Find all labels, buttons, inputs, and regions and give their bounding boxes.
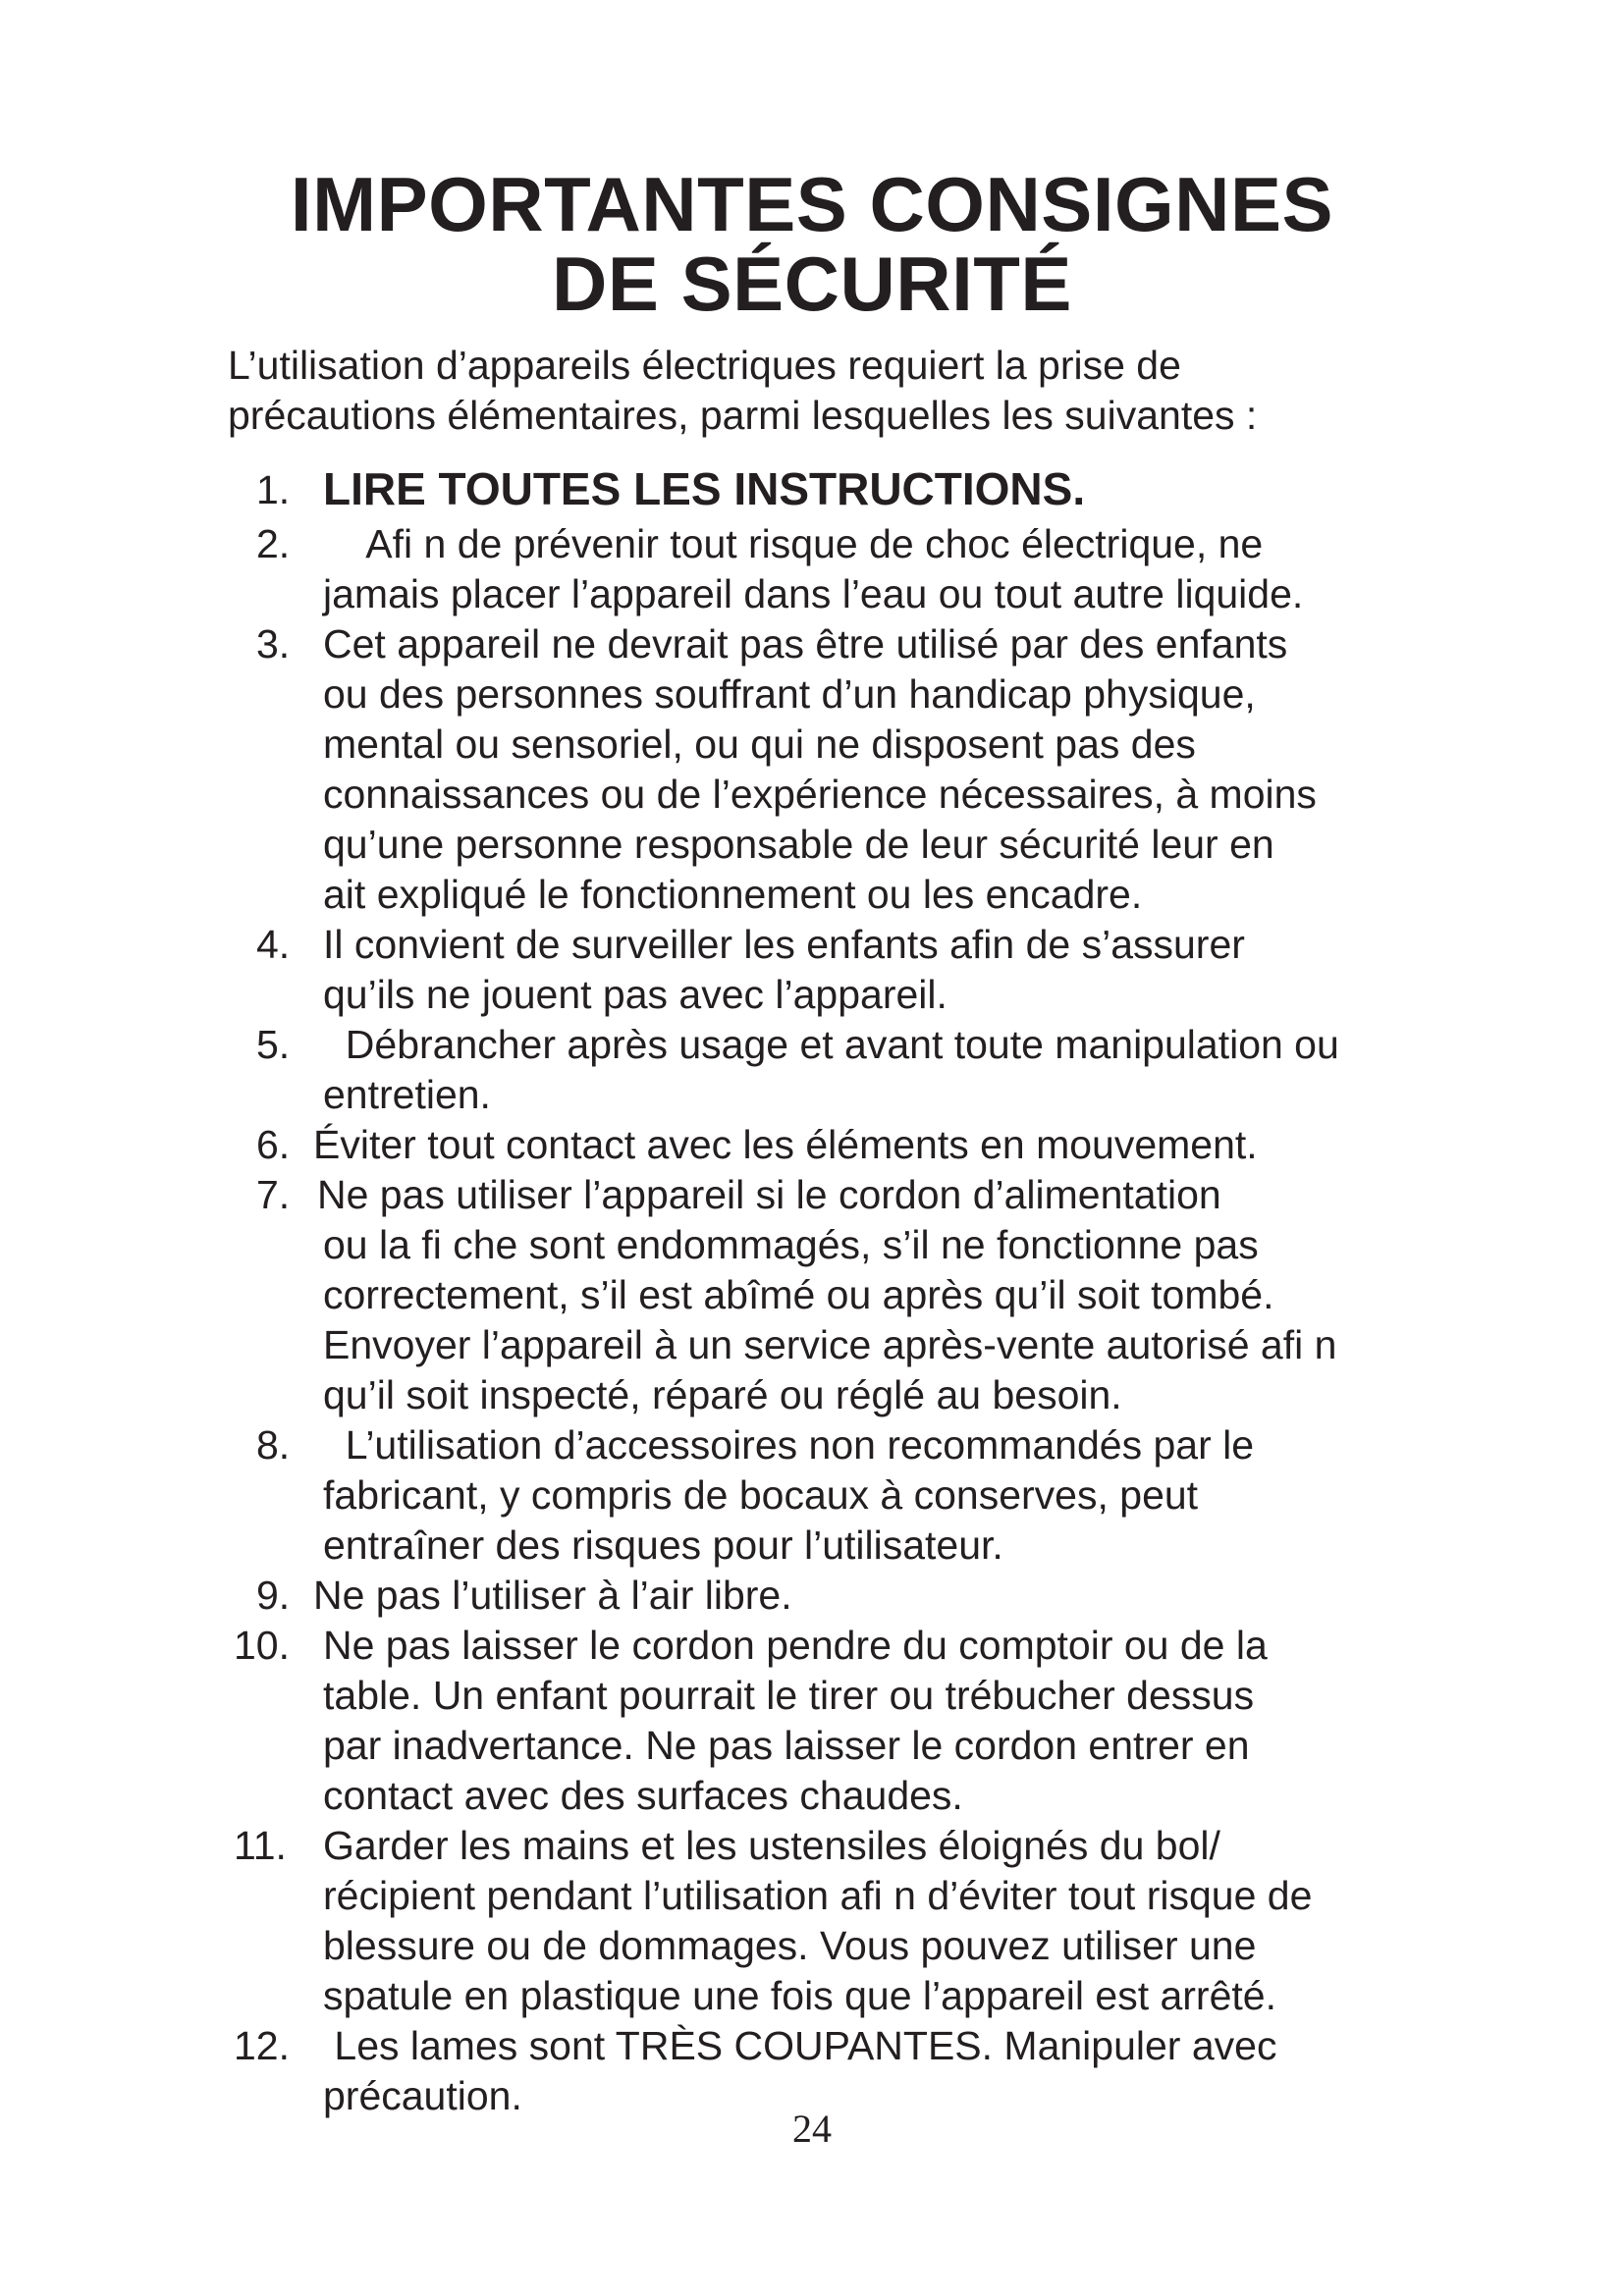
item-number: 2. bbox=[256, 521, 291, 566]
item-number: 6. bbox=[256, 1122, 291, 1167]
item-text-line: Envoyer l’appareil à un service après-vente autorisé afi n bbox=[323, 1322, 1337, 1367]
item-number: 7. bbox=[256, 1172, 291, 1217]
item-text-line: Ne pas laisser le cordon pendre du comptoir ou de la bbox=[323, 1623, 1268, 1668]
item-text-line: spatule en plastique une fois que l’appareil est arrêté. bbox=[323, 1973, 1276, 2018]
item-text-line: connaissances ou de l’expérience nécessaires, à moins bbox=[323, 772, 1317, 817]
item-text-line: entraîner des risques pour l’utilisateur. bbox=[323, 1522, 1003, 1568]
item-text-line: ou la fi che sont endommagés, s’il ne fonctionne pas bbox=[323, 1222, 1259, 1267]
item-text-line: Ne pas utiliser l’appareil si le cordon d’alimentation bbox=[317, 1172, 1221, 1217]
item-number: 8. bbox=[256, 1422, 291, 1468]
item-text-line: Éviter tout contact avec les éléments en mouvement. bbox=[313, 1122, 1258, 1167]
item-number: 3. bbox=[256, 621, 291, 667]
item-text-line: Débrancher après usage et avant toute manipulation ou bbox=[323, 1022, 1339, 1067]
intro-line-1: L’utilisation d’appareils électriques requiert la prise de bbox=[228, 343, 1181, 388]
item-text-line: Les lames sont TRÈS COUPANTES. Manipuler avec bbox=[323, 2023, 1277, 2068]
item-text-line: contact avec des surfaces chaudes. bbox=[323, 1773, 963, 1818]
item-text-line: entretien. bbox=[323, 1072, 491, 1117]
item-text-line: récipient pendant l’utilisation afi n d’éviter tout risque de bbox=[323, 1873, 1313, 1918]
item-text-line: Afi n de prévenir tout risque de choc électrique, ne bbox=[323, 521, 1264, 566]
item-text-line: ou des personnes souffrant d’un handicap physique, bbox=[323, 671, 1256, 717]
item-number: 12. bbox=[234, 2023, 290, 2068]
item-number: 10. bbox=[234, 1623, 290, 1668]
item-text-line: Cet appareil ne devrait pas être utilisé par des enfants bbox=[323, 621, 1288, 667]
item-text-line: L’utilisation d’accessoires non recommandés par le bbox=[323, 1422, 1255, 1468]
page-title-line-1: IMPORTANTES CONSIGNES bbox=[290, 161, 1334, 247]
item-text-line: fabricant, y compris de bocaux à conserves, peut bbox=[323, 1472, 1199, 1518]
item-text-line: LIRE TOUTES LES INSTRUCTIONS. bbox=[323, 463, 1086, 514]
item-number: 11. bbox=[234, 1823, 287, 1868]
page-number: 24 bbox=[792, 2107, 832, 2151]
item-number: 1. bbox=[256, 467, 291, 512]
item-text-line: qu’ils ne jouent pas avec l’appareil. bbox=[323, 972, 947, 1017]
intro-line-2: précautions élémentaires, parmi lesquelles les suivantes : bbox=[228, 393, 1258, 438]
item-text-line: précaution. bbox=[323, 2073, 522, 2118]
item-text-line: par inadvertance. Ne pas laisser le cordon entrer en bbox=[323, 1723, 1250, 1768]
item-text-line: table. Un enfant pourrait le tirer ou trébucher dessus bbox=[323, 1673, 1255, 1718]
item-text-line: qu’une personne responsable de leur sécurité leur en bbox=[323, 822, 1274, 867]
item-text-line: Garder les mains et les ustensiles éloignés du bol/ bbox=[323, 1823, 1220, 1868]
item-number: 9. bbox=[256, 1573, 291, 1618]
item-text-line: qu’il soit inspecté, réparé ou réglé au besoin. bbox=[323, 1372, 1122, 1417]
item-text-line: Ne pas l’utiliser à l’air libre. bbox=[313, 1573, 792, 1618]
item-number: 4. bbox=[256, 922, 291, 967]
item-text-line: correctement, s’il est abîmé ou après qu’il soit tombé. bbox=[323, 1272, 1274, 1317]
item-text-line: Il convient de surveiller les enfants afin de s’assurer bbox=[323, 922, 1245, 967]
page-title-line-2: DE SÉCURITÉ bbox=[552, 240, 1072, 327]
item-text-line: blessure ou de dommages. Vous pouvez utiliser une bbox=[323, 1923, 1257, 1968]
item-number: 5. bbox=[256, 1022, 291, 1067]
item-text-line: ait expliqué le fonctionnement ou les encadre. bbox=[323, 872, 1143, 917]
item-text-line: jamais placer l’appareil dans l’eau ou tout autre liquide. bbox=[323, 571, 1304, 616]
item-text-line: mental ou sensoriel, ou qui ne disposent pas des bbox=[323, 721, 1196, 767]
